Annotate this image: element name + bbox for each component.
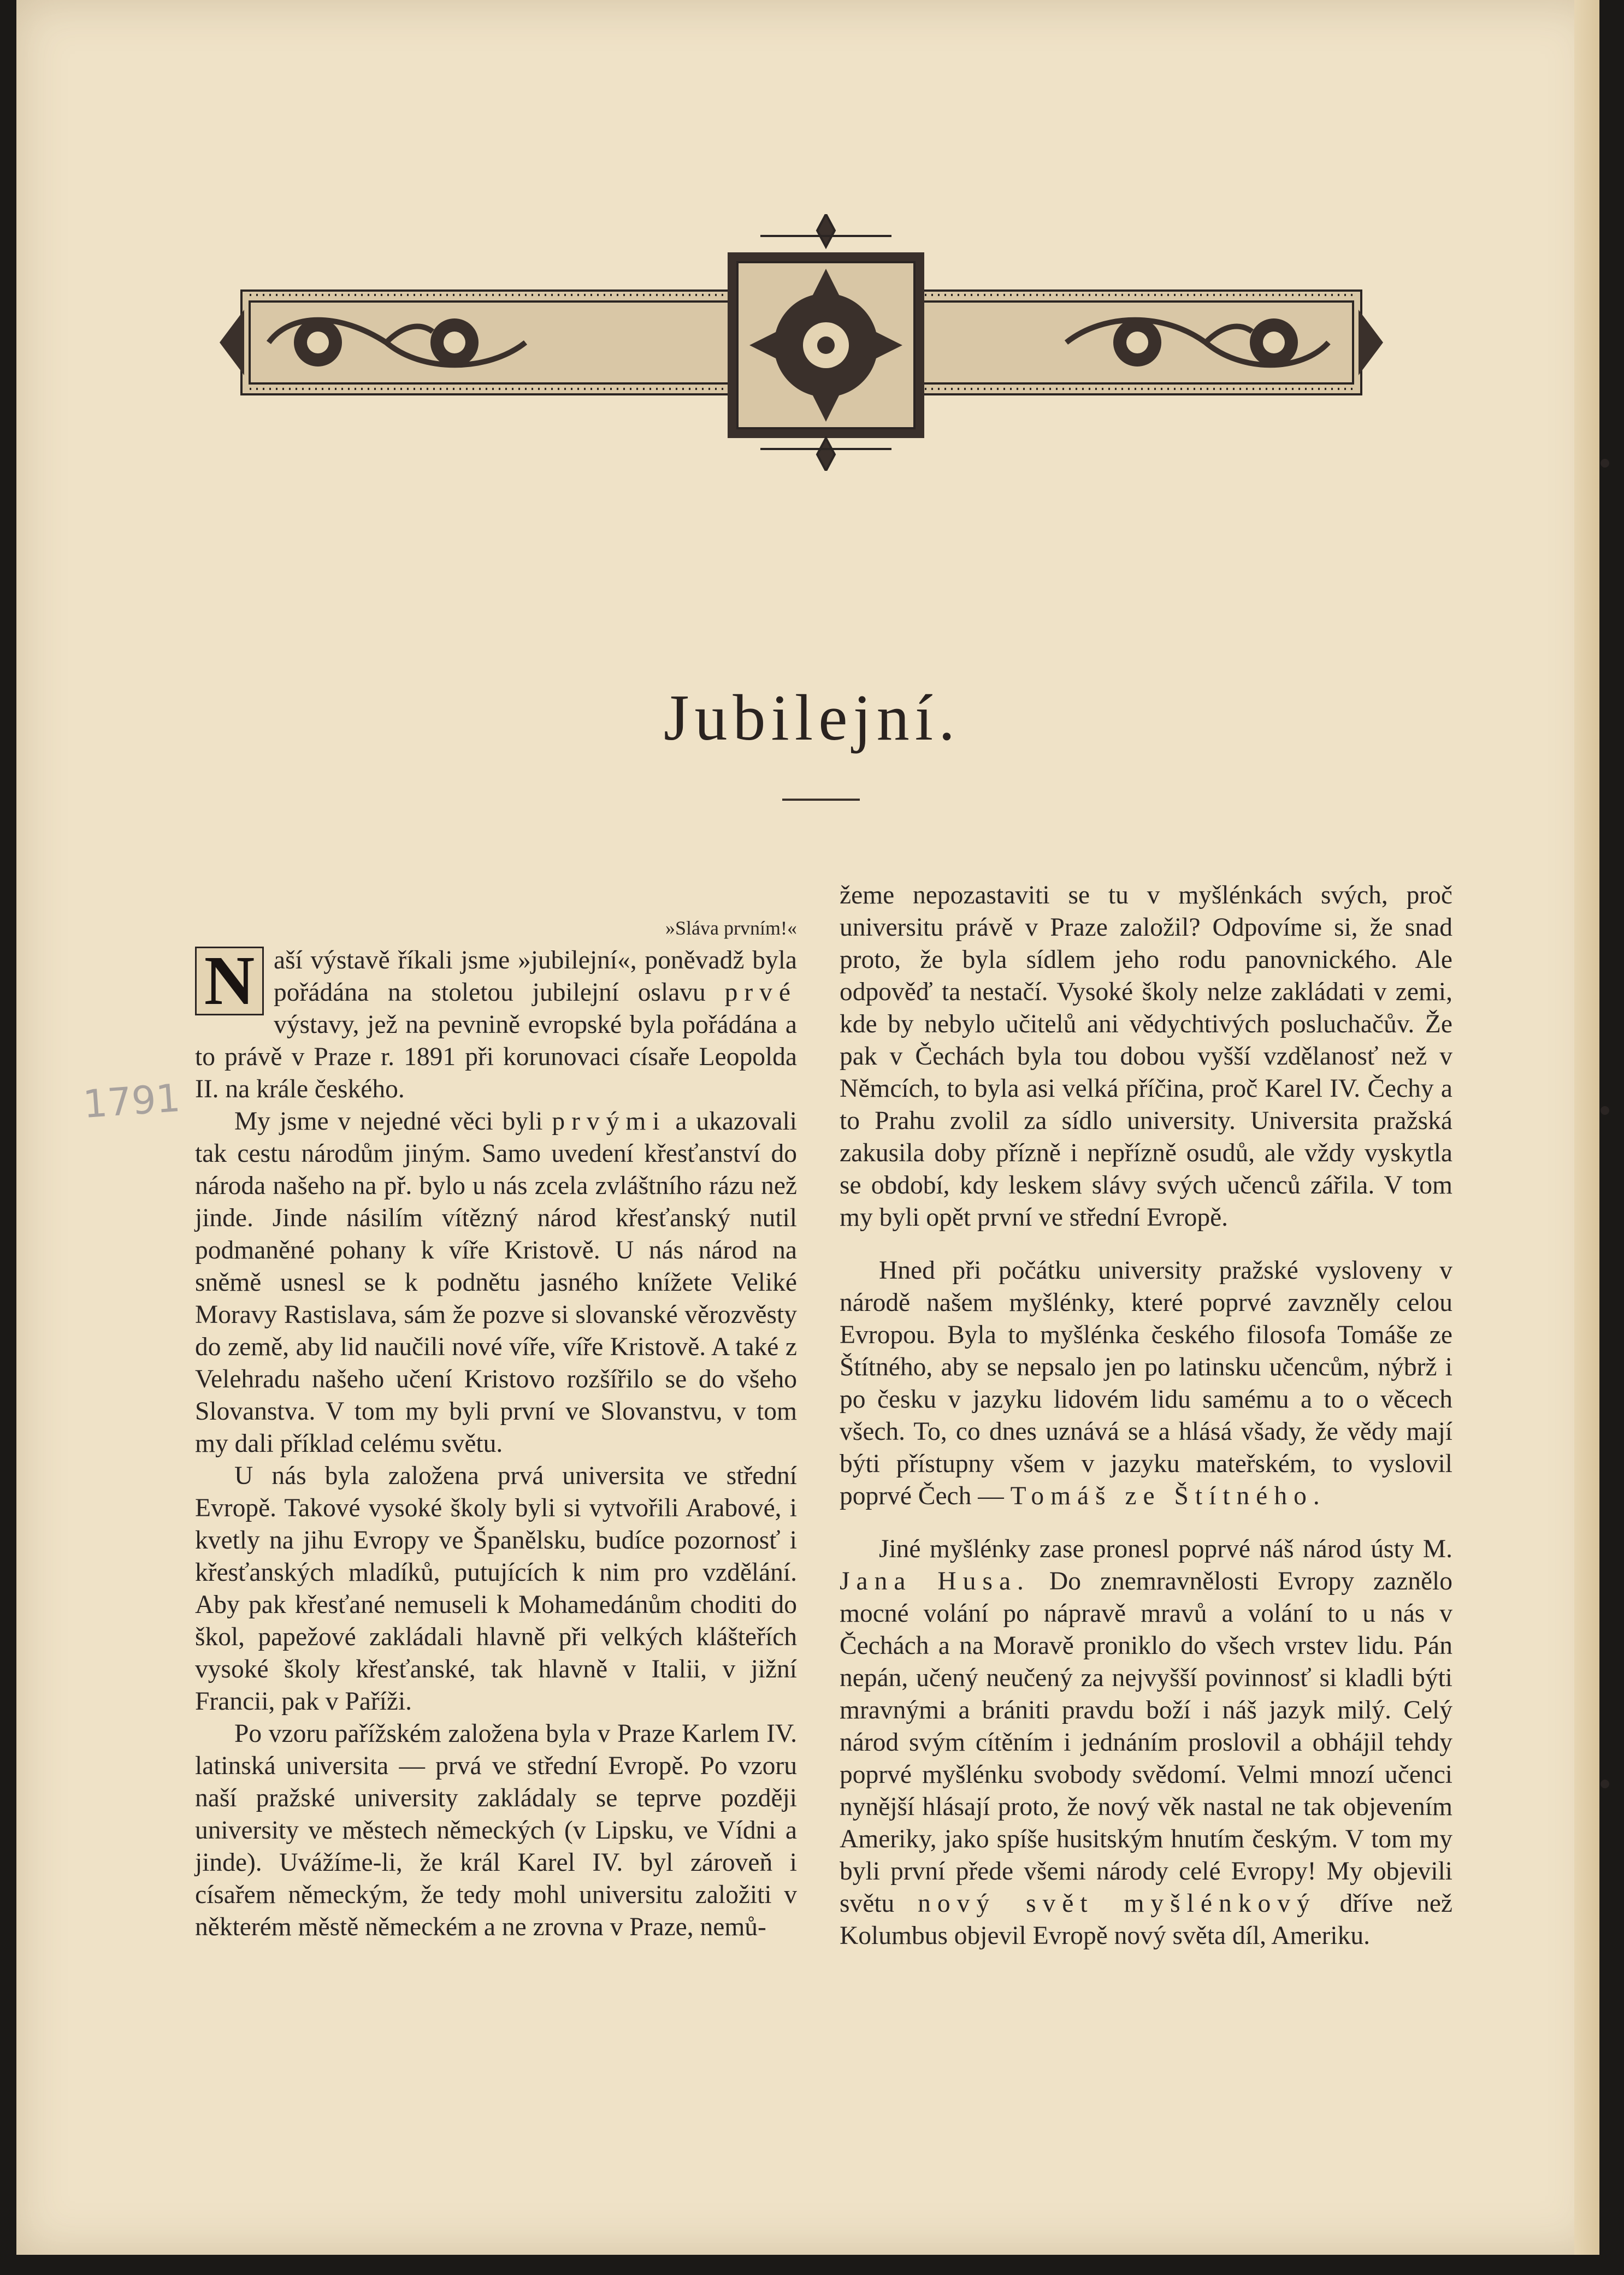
- right-column: [840, 879, 1452, 1952]
- page-fold-shadow: [1574, 0, 1599, 2255]
- ornamental-headpiece: [203, 214, 1399, 471]
- paragraph: My jsme v nejedné věci byli prvými a ukazovali tak cestu národům jiným. Samo uvedení křesťanství do národa našeho na př. bylo u nás zcela zvláštního rázu než jinde. Jinde násilím vítězný národ křesťanský nutil podmaněné pohany k víře Kristově. U nás národ na sněmě usnesl se k podnětu jasného knížete Veliké Moravy Rastislava, sám že pozve si slovanské věrozvěsty do země, aby lid naučili nové víře, víře Kristově. A také z Velehradu našeho učení Kristovo rozšířilo se do všeho Slovanstva. V tom my byli první ve Slovanstvu, v tom my dali příklad celému světu.: [195, 1107, 797, 1458]
- page-title: Jubilejní.: [663, 681, 961, 754]
- paragraph: Po vzoru pařížském založena byla v Praze Karlem IV. latinská universita — prvá ve střední Evropě. Po vzoru naší pražské university zakládaly se teprve později university ve městech německých (v Lipsku, ve Vídni a jinde). Uvážíme-li, že král Karel IV. byl zároveň i císařem německým, že tedy mohl universitu založiti v některém městě německém a ne zrovna v Praze, nemů-: [195, 1719, 797, 1941]
- motto: »Sláva prvním!«: [665, 917, 797, 939]
- paragraph: Jiné myšlénky zase pronesl poprvé náš národ ústy M. Jana Husa. Do znemravnělosti Evropy zaznělo mocné volání po nápravě mravů a volání to u nás v Čechách a na Moravě proniklo do všech vrstev lidu. Pán nepán, učený neučený za nejvyšší povinnosť si kladli býti mravnými a brániti pravdu boží i náš jazyk milý. Celý národ svým cítěním i jednáním proslovil a obhájil tehdy poprvé myšlénku svobody svědomí. Velmi mnozí učenci nynější hlásají proto, že nový věk nastal ne tak objevením Ameriky, jako spíše husitským hnutím českým. V tom my byli první přede všemi národy celé Evropy! My objevili světu nový svět myšlénkový dříve než Kolumbus objevil Evropě nový světa díl, Ameriku.: [840, 1535, 1453, 1950]
- binding-mark: [1601, 1106, 1609, 1115]
- paragraph: žeme nepozastaviti se tu v myšlénkách svých, proč universitu právě v Praze založil? Odpovíme si, že snad proto, že byla sídlem jeho rodu panovnického. Ale odpověď ta nestačí. Vysoké školy nelze zakládati v zemi, kde by nebylo učitelů ani vědychtivých posluchačův. Že pak v Čechách byla tou dobou vyšší vzdělanosť než v Němcích, to byla asi velká příčina, proč Karel IV. Čechy a to Prahu zvolil za sídlo university. Universita pražská zakusila doby přízně i nepřízně osudů, ale vždy vyskytla se období, kdy leskem slávy svých učenců zářila. V tom my byli opět první ve střední Evropě.: [840, 881, 1452, 1232]
- paragraph: U nás byla založena prvá universita ve střední Evropě. Takové vysoké školy byli si vytvořili Arabové, i kvetly na jihu Evropy ve Španělsku, budíce pozornosť i křesťanských mladíků, putujících k nim pro vzdělání. Aby pak křesťané nemuseli k Mohamedánům choditi do škol, papežové zakládali hlavně při velkých klášteřích vysoké školy křesťanské, tak hlavně v Italii, v jižní Francii, pak v Paříži.: [195, 1462, 797, 1716]
- title-divider: [782, 799, 860, 801]
- left-column: [195, 912, 797, 1943]
- drop-cap: N: [195, 947, 264, 1015]
- binding-mark: [1601, 459, 1609, 468]
- binding-mark: [1601, 1780, 1609, 1788]
- paragraph: N aší výstavě říkali jsme »jubilejní«, poněvadž byla pořádána na stoletou jubilejní oslavu prvé výstavy, jež na pevnině evropské byla pořádána a to právě v Praze r. 1891 při korunovaci císaře Leopolda II. na krále českého.: [195, 942, 797, 1103]
- paragraph: Hned při počátku university pražské vysloveny v národě našem myšlénky, které poprvé zavzněly celou Evropou. Byla to myšlénka českého filosofa Tomáše ze Štítného, aby se nepsalo jen po latinsku učencům, nýbrž i po česku v jazyku lidovém lidu samému a to o věcech všech. To, co dnes uznává se a hlásá všady, že vědy mají býti přístupny všem v jazyku mateřském, to vyslovil poprvé Čech — Tomáš ze Štítného.: [840, 1256, 1452, 1510]
- margin-pencil-note: 1791: [81, 1075, 182, 1127]
